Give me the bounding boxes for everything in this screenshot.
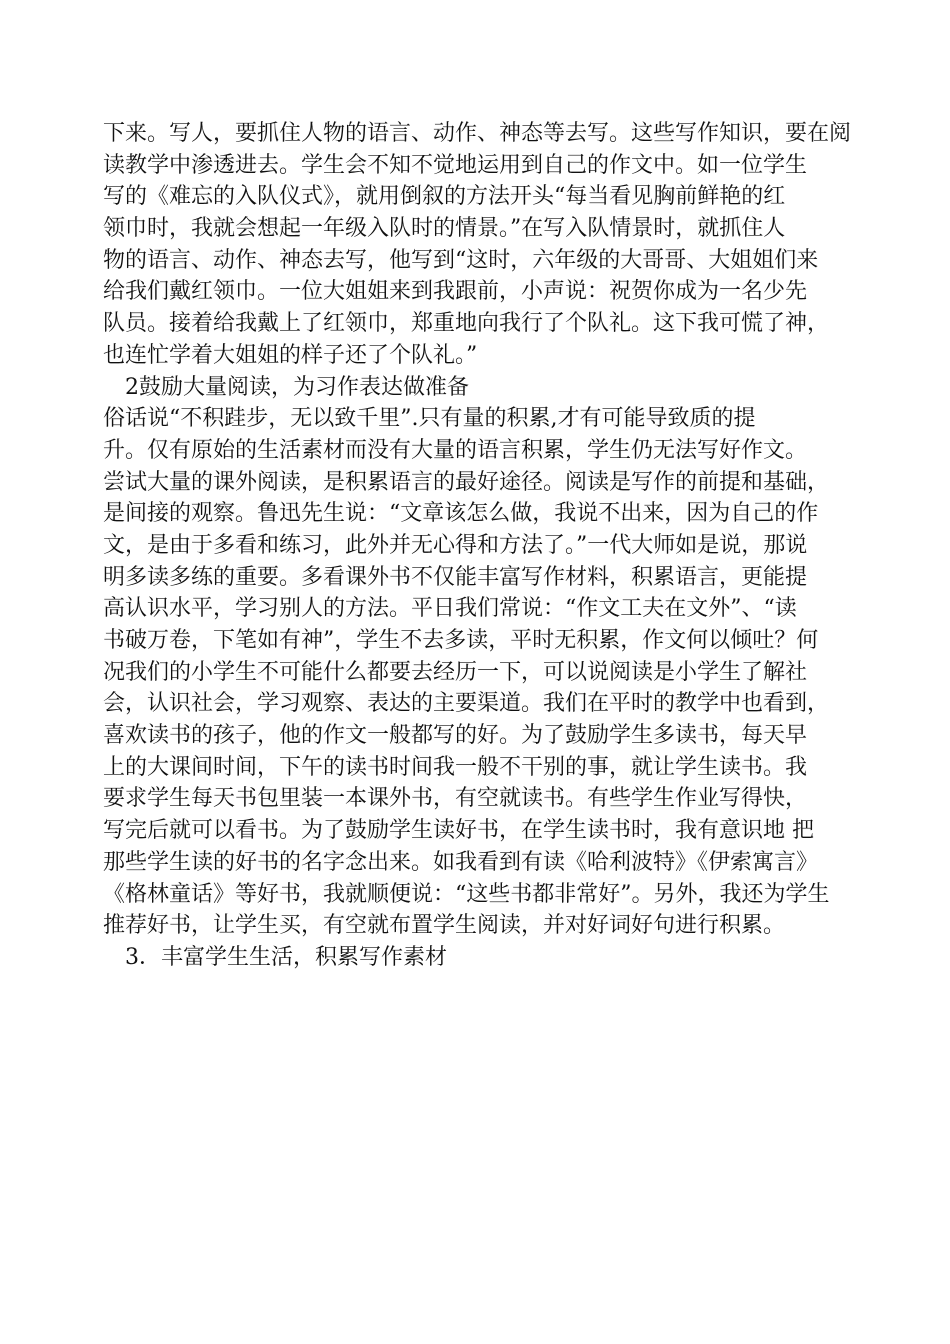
text-line: 尝试大量的课外阅读，是积累语言的最好途径。阅读是写作的前提和基础，	[103, 469, 830, 495]
text-line: 下来。写人，要抓住人物的语言、动作、神态等去写。这些写作知识，要在阅	[103, 121, 852, 146]
section-heading: 3．丰富学生生活，积累写作素材	[103, 944, 447, 970]
text-line: 文，是由于多看和练习，此外并无心得和方法了。”一代大师如是说，那说	[103, 532, 808, 558]
text-line: 读教学中渗透进去。学生会不知不觉地运用到自己的作文中。如一位学生	[103, 152, 808, 178]
body-text	[103, 118, 852, 974]
text-line: 是间接的观察。鲁迅先生说：“文章该怎么做，我说不出来，因为自己的作	[103, 501, 819, 527]
text-line: 俗话说“不积跬步，无以致千里”.只有量的积累,才有可能导致质的提	[103, 406, 756, 432]
text-line: 书破万卷，下笔如有神”，学生不去多读，平时无积累，作文何以倾吐？何	[103, 628, 819, 653]
text-line: 领巾时，我就会想起一年级入队时的情景。”在写入队情景时，就抓住人	[103, 216, 786, 242]
text-line: 《格林童话》等好书，我就顺便说：“这些书都非常好”。另外，我还为学生	[103, 881, 830, 907]
text-line: 推荐好书，让学生买，有空就布置学生阅读，并对好词好句进行积累。	[103, 913, 786, 939]
text-line: 写的《难忘的入队仪式》，就用倒叙的方法开头“每当看见胸前鲜艳的红	[103, 184, 786, 210]
text-line: 喜欢读书的孩子，他的作文一般都写的好。为了鼓励学生多读书，每天早	[103, 723, 808, 749]
text-line: 给我们戴红领巾。一位大姐姐来到我跟前，小声说：祝贺你成为一名少先	[103, 279, 808, 305]
section-heading: 2鼓励大量阅读，为习作表达做准备	[103, 374, 469, 400]
text-line: 上的大课间时间，下午的读书时间我一般不干别的事，就让学生读书。我	[103, 754, 808, 780]
text-line: 会，认识社会，学习观察、表达的主要渠道。我们在平时的教学中也看到，	[103, 691, 830, 717]
text-line: 升。仅有原始的生活素材而没有大量的语言积累，学生仍无法写好作文。	[103, 437, 808, 463]
text-line: 那些学生读的好书的名字念出来。如我看到有读《哈利波特》《伊索寓言》	[103, 849, 819, 875]
text-line: 况我们的小学生不可能什么都要去经历一下，可以说阅读是小学生了解社	[103, 659, 808, 685]
text-line: 要求学生每天书包里装一本课外书，有空就读书。有些学生作业写得快，	[103, 786, 808, 812]
text-line: 队员。接着给我戴上了红领巾，郑重地向我行了个队礼。这下我可慌了神，	[103, 311, 830, 337]
text-line: 高认识水平，学习别人的方法。平日我们常说：“作文工夫在文外”、“读	[103, 596, 797, 622]
text-line: 写完后就可以看书。为了鼓励学生读好书，在学生读书时，我有意识地 把	[103, 818, 814, 844]
text-line: 也连忙学着大姐姐的样子还了个队礼。”	[103, 342, 478, 368]
text-line: 物的语言、动作、神态去写，他写到“这时，六年级的大哥哥、大姐姐们来	[103, 247, 819, 273]
text-line: 明多读多练的重要。多看课外书不仅能丰富写作材料，积累语言，更能提	[103, 564, 808, 590]
